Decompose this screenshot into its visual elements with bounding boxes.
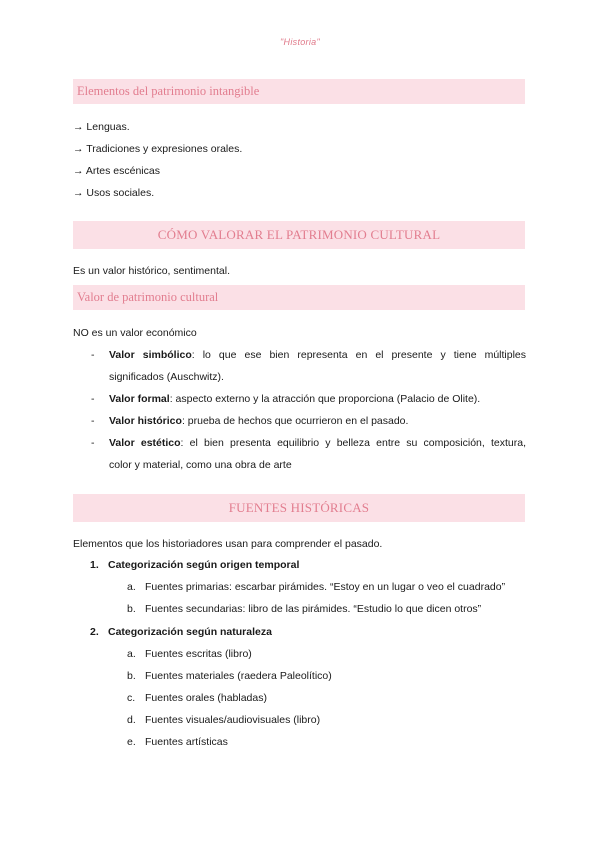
sub-item-letter: a. — [127, 648, 136, 660]
list-item: → Lenguas. — [73, 121, 130, 133]
bullet-item: Valor simbólico: lo que ese bien representa en el presente y tiene múltiples — [109, 349, 527, 361]
bullet-item-continuation: significados (Auschwitz). — [109, 371, 224, 383]
bullet-item-continuation: color y material, como una obra de arte — [109, 459, 292, 471]
sub-item-text: Fuentes materiales (raedera Paleolítico) — [145, 670, 332, 682]
arrow-icon: → — [73, 121, 84, 133]
sub-item-letter: b. — [127, 670, 136, 682]
list-item: → Artes escénicas — [73, 165, 160, 177]
sub-item-text: Fuentes secundarias: libro de las pirámides. “Estudio lo que dicen otros” — [145, 603, 482, 615]
sub-item-letter: b. — [127, 603, 136, 615]
sub-item-letter: d. — [127, 714, 136, 726]
sub-item-text: Fuentes visuales/audiovisuales (libro) — [145, 714, 321, 726]
category-label: Categorización según naturaleza — [108, 626, 272, 638]
arrow-icon: → — [73, 143, 84, 155]
fuentes-intro: Elementos que los historiadores usan para comprender el pasado. — [73, 538, 383, 550]
bullet-dash: - — [91, 393, 95, 405]
bullet-dash: - — [91, 437, 95, 449]
valor-intro: NO es un valor económico — [73, 327, 197, 339]
section-heading-intangible: Elementos del patrimonio intangible — [73, 79, 525, 104]
section-heading-fuentes: FUENTES HISTÓRICAS — [73, 494, 525, 522]
sub-item-letter: e. — [127, 736, 136, 748]
section-heading-valorar: CÓMO VALORAR EL PATRIMONIO CULTURAL — [73, 221, 525, 249]
sub-item-text: Fuentes escritas (libro) — [145, 648, 252, 660]
arrow-icon: → — [73, 165, 84, 177]
bullet-item: Valor histórico: prueba de hechos que ocurrieron en el pasado. — [109, 415, 409, 427]
sub-item-text: Fuentes orales (habladas) — [145, 692, 267, 704]
list-item: → Tradiciones y expresiones orales. — [73, 143, 243, 155]
category-label: Categorización según origen temporal — [108, 559, 300, 571]
sub-item-text: Fuentes primarias: escarbar pirámides. “Estoy en un lugar o veo el cuadrado” — [145, 581, 506, 593]
page-header: "Historia" — [280, 37, 320, 47]
section-heading-valor-patrimonio: Valor de patrimonio cultural — [73, 285, 525, 310]
bullet-dash: - — [91, 415, 95, 427]
bullet-item: Valor estético: el bien presenta equilibrio y belleza entre su composición, textura, — [109, 437, 527, 449]
sub-item-letter: c. — [127, 692, 136, 704]
bullet-dash: - — [91, 349, 95, 361]
sub-item-letter: a. — [127, 581, 136, 593]
category-number: 2. — [90, 626, 99, 638]
arrow-icon: → — [73, 187, 84, 199]
list-item: → Usos sociales. — [73, 187, 155, 199]
bullet-item: Valor formal: aspecto externo y la atracción que proporciona (Palacio de Olite). — [109, 393, 481, 405]
valorar-intro: Es un valor histórico, sentimental. — [73, 265, 230, 277]
sub-item-text: Fuentes artísticas — [145, 736, 228, 748]
category-number: 1. — [90, 559, 99, 571]
